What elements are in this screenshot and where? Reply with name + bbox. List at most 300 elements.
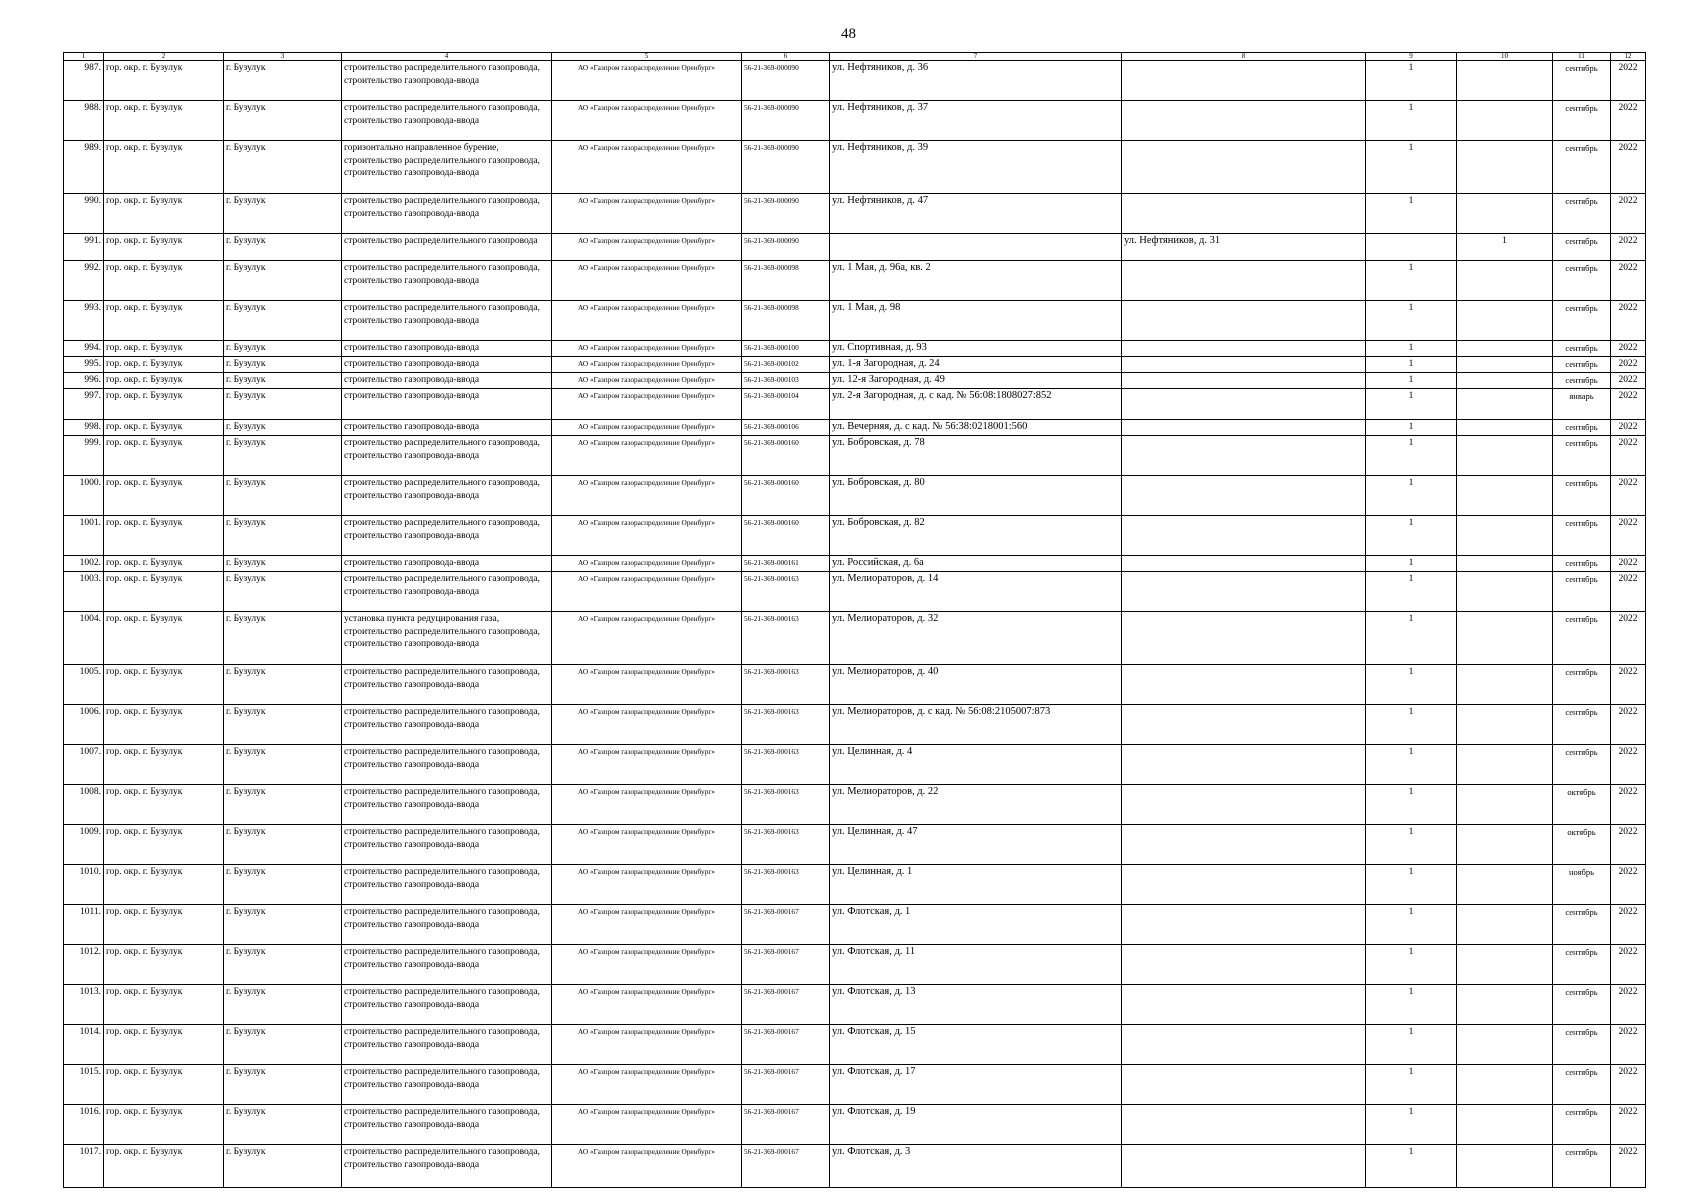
- address-alt-cell: [1122, 1145, 1366, 1188]
- program-code-cell: 56-21-369-000167: [742, 945, 830, 985]
- row-number: 988.: [64, 101, 104, 141]
- organization-cell: АО «Газпром газораспределение Оренбург»: [552, 1065, 742, 1105]
- year-cell: 2022: [1611, 1105, 1646, 1145]
- address-alt-cell: [1122, 556, 1366, 572]
- year-cell: 2022: [1611, 865, 1646, 905]
- address-cell: ул. Целинная, д. 1: [830, 865, 1122, 905]
- program-code-cell: 56-21-369-000167: [742, 1025, 830, 1065]
- month-cell: сентябрь: [1553, 985, 1611, 1025]
- organization-cell: АО «Газпром газораспределение Оренбург»: [552, 101, 742, 141]
- row-number: 1005.: [64, 665, 104, 705]
- table-row: [64, 101, 1646, 141]
- quantity-alt-cell: [1457, 1065, 1553, 1105]
- settlement-cell: г. Бузулук: [224, 572, 342, 612]
- month-cell: сентябрь: [1553, 357, 1611, 373]
- district-cell: гор. окр. г. Бузулук: [104, 141, 224, 194]
- quantity-cell: 1: [1366, 745, 1457, 785]
- work-type-cell: строительство распределительного газопровода, строительство газопровода-ввода: [342, 665, 552, 705]
- quantity-alt-cell: [1457, 420, 1553, 436]
- quantity-alt-cell: [1457, 341, 1553, 357]
- address-alt-cell: [1122, 301, 1366, 341]
- year-cell: 2022: [1611, 665, 1646, 705]
- organization-cell: АО «Газпром газораспределение Оренбург»: [552, 357, 742, 373]
- settlement-cell: г. Бузулук: [224, 665, 342, 705]
- quantity-cell: 1: [1366, 985, 1457, 1025]
- table-row: [64, 516, 1646, 556]
- quantity-alt-cell: [1457, 516, 1553, 556]
- program-code-cell: 56-21-369-000163: [742, 785, 830, 825]
- organization-cell: АО «Газпром газораспределение Оренбург»: [552, 865, 742, 905]
- settlement-cell: г. Бузулук: [224, 705, 342, 745]
- row-number: 1012.: [64, 945, 104, 985]
- settlement-cell: г. Бузулук: [224, 261, 342, 301]
- address-alt-cell: [1122, 1065, 1366, 1105]
- column-number-row: [64, 53, 1646, 61]
- organization-cell: АО «Газпром газораспределение Оренбург»: [552, 1145, 742, 1188]
- month-cell: сентябрь: [1553, 261, 1611, 301]
- quantity-alt-cell: [1457, 572, 1553, 612]
- column-number: 11: [1553, 53, 1611, 61]
- year-cell: 2022: [1611, 373, 1646, 389]
- settlement-cell: г. Бузулук: [224, 101, 342, 141]
- district-cell: гор. окр. г. Бузулук: [104, 1025, 224, 1065]
- month-cell: сентябрь: [1553, 612, 1611, 665]
- work-type-cell: строительство распределительного газопровода, строительство газопровода-ввода: [342, 476, 552, 516]
- month-cell: сентябрь: [1553, 341, 1611, 357]
- table-row: [64, 1065, 1646, 1105]
- year-cell: 2022: [1611, 476, 1646, 516]
- address-cell: ул. Спортивная, д. 93: [830, 341, 1122, 357]
- settlement-cell: г. Бузулук: [224, 825, 342, 865]
- program-code-cell: 56-21-369-000167: [742, 1145, 830, 1188]
- quantity-alt-cell: [1457, 825, 1553, 865]
- address-cell: ул. 1 Мая, д. 98: [830, 301, 1122, 341]
- organization-cell: АО «Газпром газораспределение Оренбург»: [552, 341, 742, 357]
- table-row: [64, 1025, 1646, 1065]
- program-code-cell: 56-21-369-000163: [742, 665, 830, 705]
- month-cell: сентябрь: [1553, 101, 1611, 141]
- work-type-cell: строительство распределительного газопровода, строительство газопровода-ввода: [342, 572, 552, 612]
- work-type-cell: строительство распределительного газопровода, строительство газопровода-ввода: [342, 1105, 552, 1145]
- settlement-cell: г. Бузулук: [224, 436, 342, 476]
- settlement-cell: г. Бузулук: [224, 420, 342, 436]
- quantity-alt-cell: [1457, 373, 1553, 389]
- row-number: 1009.: [64, 825, 104, 865]
- organization-cell: АО «Газпром газораспределение Оренбург»: [552, 389, 742, 420]
- quantity-alt-cell: [1457, 261, 1553, 301]
- month-cell: сентябрь: [1553, 1025, 1611, 1065]
- month-cell: сентябрь: [1553, 945, 1611, 985]
- address-cell: ул. Вечерняя, д. с кад. № 56:38:0218001:560: [830, 420, 1122, 436]
- table-row: [64, 1105, 1646, 1145]
- row-number: 1001.: [64, 516, 104, 556]
- address-cell: ул. Флотская, д. 1: [830, 905, 1122, 945]
- program-code-cell: 56-21-369-000163: [742, 705, 830, 745]
- program-code-cell: 56-21-369-000090: [742, 194, 830, 234]
- address-cell: ул. Флотская, д. 13: [830, 985, 1122, 1025]
- work-type-cell: горизонтально направленное бурение, строительство распределительного газопровода, строительство газопровода-ввода: [342, 141, 552, 194]
- work-type-cell: строительство распределительного газопровода, строительство газопровода-ввода: [342, 516, 552, 556]
- work-type-cell: строительство газопровода-ввода: [342, 420, 552, 436]
- district-cell: гор. окр. г. Бузулук: [104, 301, 224, 341]
- program-code-cell: 56-21-369-000098: [742, 261, 830, 301]
- row-number: 990.: [64, 194, 104, 234]
- address-cell: ул. Российская, д. 6а: [830, 556, 1122, 572]
- table-row: [64, 825, 1646, 865]
- quantity-cell: 1: [1366, 61, 1457, 101]
- program-code-cell: 56-21-369-000104: [742, 389, 830, 420]
- district-cell: гор. окр. г. Бузулук: [104, 341, 224, 357]
- organization-cell: АО «Газпром газораспределение Оренбург»: [552, 665, 742, 705]
- organization-cell: АО «Газпром газораспределение Оренбург»: [552, 373, 742, 389]
- quantity-alt-cell: [1457, 301, 1553, 341]
- quantity-cell: 1: [1366, 341, 1457, 357]
- table-row: [64, 61, 1646, 101]
- district-cell: гор. окр. г. Бузулук: [104, 373, 224, 389]
- quantity-cell: 1: [1366, 301, 1457, 341]
- program-code-cell: 56-21-369-000163: [742, 612, 830, 665]
- organization-cell: АО «Газпром газораспределение Оренбург»: [552, 516, 742, 556]
- table-row: [64, 612, 1646, 665]
- settlement-cell: г. Бузулук: [224, 612, 342, 665]
- quantity-alt-cell: [1457, 865, 1553, 905]
- address-cell: ул. Бобровская, д. 80: [830, 476, 1122, 516]
- quantity-alt-cell: [1457, 389, 1553, 420]
- quantity-alt-cell: [1457, 1145, 1553, 1188]
- address-cell: ул. Флотская, д. 15: [830, 1025, 1122, 1065]
- address-cell: ул. Нефтяников, д. 37: [830, 101, 1122, 141]
- settlement-cell: г. Бузулук: [224, 556, 342, 572]
- organization-cell: АО «Газпром газораспределение Оренбург»: [552, 825, 742, 865]
- district-cell: гор. окр. г. Бузулук: [104, 61, 224, 101]
- district-cell: гор. окр. г. Бузулук: [104, 1105, 224, 1145]
- quantity-alt-cell: [1457, 101, 1553, 141]
- year-cell: 2022: [1611, 420, 1646, 436]
- month-cell: сентябрь: [1553, 420, 1611, 436]
- work-type-cell: строительство распределительного газопровода, строительство газопровода-ввода: [342, 436, 552, 476]
- month-cell: сентябрь: [1553, 665, 1611, 705]
- quantity-cell: 1: [1366, 1025, 1457, 1065]
- quantity-alt-cell: [1457, 945, 1553, 985]
- organization-cell: АО «Газпром газораспределение Оренбург»: [552, 261, 742, 301]
- work-type-cell: строительство распределительного газопровода, строительство газопровода-ввода: [342, 905, 552, 945]
- year-cell: 2022: [1611, 436, 1646, 476]
- quantity-cell: 1: [1366, 101, 1457, 141]
- table-row: [64, 945, 1646, 985]
- district-cell: гор. окр. г. Бузулук: [104, 905, 224, 945]
- address-cell: ул. Флотская, д. 11: [830, 945, 1122, 985]
- work-type-cell: строительство газопровода-ввода: [342, 556, 552, 572]
- district-cell: гор. окр. г. Бузулук: [104, 612, 224, 665]
- row-number: 1011.: [64, 905, 104, 945]
- quantity-alt-cell: [1457, 556, 1553, 572]
- settlement-cell: г. Бузулук: [224, 234, 342, 261]
- quantity-cell: 1: [1366, 1065, 1457, 1105]
- table-row: [64, 261, 1646, 301]
- table-row: [64, 476, 1646, 516]
- work-type-cell: строительство распределительного газопровода, строительство газопровода-ввода: [342, 745, 552, 785]
- address-alt-cell: [1122, 141, 1366, 194]
- year-cell: 2022: [1611, 389, 1646, 420]
- address-alt-cell: [1122, 1025, 1366, 1065]
- address-cell: [830, 234, 1122, 261]
- quantity-cell: 1: [1366, 373, 1457, 389]
- address-cell: ул. Бобровская, д. 78: [830, 436, 1122, 476]
- organization-cell: АО «Газпром газораспределение Оренбург»: [552, 905, 742, 945]
- address-cell: ул. Мелиораторов, д. с кад. № 56:08:2105007:873: [830, 705, 1122, 745]
- settlement-cell: г. Бузулук: [224, 141, 342, 194]
- district-cell: гор. окр. г. Бузулук: [104, 357, 224, 373]
- district-cell: гор. окр. г. Бузулук: [104, 389, 224, 420]
- month-cell: сентябрь: [1553, 301, 1611, 341]
- column-number: 6: [742, 53, 830, 61]
- organization-cell: АО «Газпром газораспределение Оренбург»: [552, 1025, 742, 1065]
- quantity-cell: 1: [1366, 1145, 1457, 1188]
- table-row: [64, 373, 1646, 389]
- program-code-cell: 56-21-369-000100: [742, 341, 830, 357]
- year-cell: 2022: [1611, 516, 1646, 556]
- row-number: 995.: [64, 357, 104, 373]
- settlement-cell: г. Бузулук: [224, 1105, 342, 1145]
- settlement-cell: г. Бузулук: [224, 1145, 342, 1188]
- address-alt-cell: [1122, 261, 1366, 301]
- month-cell: сентябрь: [1553, 572, 1611, 612]
- address-cell: ул. 2-я Загородная, д. с кад. № 56:08:1808027:852: [830, 389, 1122, 420]
- address-cell: ул. Бобровская, д. 82: [830, 516, 1122, 556]
- settlement-cell: г. Бузулук: [224, 301, 342, 341]
- address-alt-cell: ул. Нефтяников, д. 31: [1122, 234, 1366, 261]
- quantity-cell: 1: [1366, 785, 1457, 825]
- year-cell: 2022: [1611, 745, 1646, 785]
- organization-cell: АО «Газпром газораспределение Оренбург»: [552, 436, 742, 476]
- program-code-cell: 56-21-369-000098: [742, 301, 830, 341]
- address-alt-cell: [1122, 945, 1366, 985]
- table-row: [64, 301, 1646, 341]
- month-cell: сентябрь: [1553, 61, 1611, 101]
- month-cell: сентябрь: [1553, 476, 1611, 516]
- month-cell: сентябрь: [1553, 234, 1611, 261]
- address-alt-cell: [1122, 905, 1366, 945]
- address-alt-cell: [1122, 341, 1366, 357]
- quantity-cell: 1: [1366, 572, 1457, 612]
- address-cell: ул. Флотская, д. 19: [830, 1105, 1122, 1145]
- table-row: [64, 985, 1646, 1025]
- row-number: 991.: [64, 234, 104, 261]
- year-cell: 2022: [1611, 705, 1646, 745]
- work-type-cell: строительство распределительного газопровода, строительство газопровода-ввода: [342, 1065, 552, 1105]
- year-cell: 2022: [1611, 261, 1646, 301]
- district-cell: гор. окр. г. Бузулук: [104, 516, 224, 556]
- program-code-cell: 56-21-369-000163: [742, 865, 830, 905]
- address-alt-cell: [1122, 665, 1366, 705]
- address-cell: ул. Мелиораторов, д. 40: [830, 665, 1122, 705]
- district-cell: гор. окр. г. Бузулук: [104, 865, 224, 905]
- month-cell: сентябрь: [1553, 516, 1611, 556]
- row-number: 1015.: [64, 1065, 104, 1105]
- organization-cell: АО «Газпром газораспределение Оренбург»: [552, 556, 742, 572]
- district-cell: гор. окр. г. Бузулук: [104, 945, 224, 985]
- work-type-cell: строительство газопровода-ввода: [342, 341, 552, 357]
- organization-cell: АО «Газпром газораспределение Оренбург»: [552, 1105, 742, 1145]
- row-number: 996.: [64, 373, 104, 389]
- address-alt-cell: [1122, 476, 1366, 516]
- year-cell: 2022: [1611, 194, 1646, 234]
- address-cell: ул. Мелиораторов, д. 22: [830, 785, 1122, 825]
- work-type-cell: строительство распределительного газопровода, строительство газопровода-ввода: [342, 1145, 552, 1188]
- row-number: 1008.: [64, 785, 104, 825]
- program-code-cell: 56-21-369-000167: [742, 985, 830, 1025]
- table-row: [64, 357, 1646, 373]
- work-type-cell: строительство распределительного газопровода, строительство газопровода-ввода: [342, 261, 552, 301]
- quantity-alt-cell: [1457, 61, 1553, 101]
- quantity-alt-cell: [1457, 745, 1553, 785]
- work-type-cell: строительство распределительного газопровода, строительство газопровода-ввода: [342, 945, 552, 985]
- district-cell: гор. окр. г. Бузулук: [104, 1065, 224, 1105]
- address-cell: ул. Флотская, д. 17: [830, 1065, 1122, 1105]
- quantity-cell: 1: [1366, 389, 1457, 420]
- organization-cell: АО «Газпром газораспределение Оренбург»: [552, 785, 742, 825]
- work-type-cell: строительство распределительного газопровода, строительство газопровода-ввода: [342, 785, 552, 825]
- district-cell: гор. окр. г. Бузулук: [104, 420, 224, 436]
- table-body: [64, 53, 1646, 1188]
- work-type-cell: строительство распределительного газопровода, строительство газопровода-ввода: [342, 61, 552, 101]
- year-cell: 2022: [1611, 1145, 1646, 1188]
- year-cell: 2022: [1611, 341, 1646, 357]
- settlement-cell: г. Бузулук: [224, 785, 342, 825]
- work-type-cell: строительство газопровода-ввода: [342, 373, 552, 389]
- address-alt-cell: [1122, 1105, 1366, 1145]
- month-cell: сентябрь: [1553, 141, 1611, 194]
- year-cell: 2022: [1611, 785, 1646, 825]
- settlement-cell: г. Бузулук: [224, 1025, 342, 1065]
- column-number: 8: [1122, 53, 1366, 61]
- settlement-cell: г. Бузулук: [224, 516, 342, 556]
- year-cell: 2022: [1611, 101, 1646, 141]
- quantity-cell: 1: [1366, 436, 1457, 476]
- district-cell: гор. окр. г. Бузулук: [104, 745, 224, 785]
- quantity-alt-cell: [1457, 1025, 1553, 1065]
- work-type-cell: строительство газопровода-ввода: [342, 389, 552, 420]
- program-code-cell: 56-21-369-000160: [742, 516, 830, 556]
- table-row: [64, 341, 1646, 357]
- quantity-cell: 1: [1366, 194, 1457, 234]
- quantity-cell: 1: [1366, 357, 1457, 373]
- row-number: 989.: [64, 141, 104, 194]
- settlement-cell: г. Бузулук: [224, 389, 342, 420]
- address-alt-cell: [1122, 612, 1366, 665]
- address-alt-cell: [1122, 516, 1366, 556]
- address-cell: ул. Целинная, д. 47: [830, 825, 1122, 865]
- row-number: 1006.: [64, 705, 104, 745]
- gasification-table: [63, 52, 1646, 1188]
- column-number: 3: [224, 53, 342, 61]
- year-cell: 2022: [1611, 357, 1646, 373]
- table-row: [64, 705, 1646, 745]
- district-cell: гор. окр. г. Бузулук: [104, 985, 224, 1025]
- table-row: [64, 389, 1646, 420]
- quantity-cell: 1: [1366, 141, 1457, 194]
- year-cell: 2022: [1611, 825, 1646, 865]
- address-alt-cell: [1122, 101, 1366, 141]
- quantity-cell: 1: [1366, 905, 1457, 945]
- organization-cell: АО «Газпром газораспределение Оренбург»: [552, 705, 742, 745]
- organization-cell: АО «Газпром газораспределение Оренбург»: [552, 985, 742, 1025]
- organization-cell: АО «Газпром газораспределение Оренбург»: [552, 194, 742, 234]
- settlement-cell: г. Бузулук: [224, 357, 342, 373]
- address-cell: ул. Мелиораторов, д. 14: [830, 572, 1122, 612]
- year-cell: 2022: [1611, 985, 1646, 1025]
- table-row: [64, 436, 1646, 476]
- settlement-cell: г. Бузулук: [224, 945, 342, 985]
- organization-cell: АО «Газпром газораспределение Оренбург»: [552, 301, 742, 341]
- row-number: 1014.: [64, 1025, 104, 1065]
- year-cell: 2022: [1611, 141, 1646, 194]
- settlement-cell: г. Бузулук: [224, 194, 342, 234]
- settlement-cell: г. Бузулук: [224, 865, 342, 905]
- quantity-cell: 1: [1366, 705, 1457, 745]
- address-cell: ул. Нефтяников, д. 47: [830, 194, 1122, 234]
- address-alt-cell: [1122, 825, 1366, 865]
- program-code-cell: 56-21-369-000163: [742, 572, 830, 612]
- address-alt-cell: [1122, 785, 1366, 825]
- program-code-cell: 56-21-369-000160: [742, 476, 830, 516]
- table-row: [64, 1145, 1646, 1188]
- district-cell: гор. окр. г. Бузулук: [104, 665, 224, 705]
- district-cell: гор. окр. г. Бузулук: [104, 101, 224, 141]
- table-row: [64, 234, 1646, 261]
- row-number: 987.: [64, 61, 104, 101]
- row-number: 1003.: [64, 572, 104, 612]
- address-alt-cell: [1122, 373, 1366, 389]
- settlement-cell: г. Бузулук: [224, 61, 342, 101]
- month-cell: сентябрь: [1553, 705, 1611, 745]
- district-cell: гор. окр. г. Бузулук: [104, 825, 224, 865]
- address-alt-cell: [1122, 745, 1366, 785]
- quantity-cell: 1: [1366, 665, 1457, 705]
- district-cell: гор. окр. г. Бузулук: [104, 261, 224, 301]
- program-code-cell: 56-21-369-000103: [742, 373, 830, 389]
- table-row: [64, 572, 1646, 612]
- organization-cell: АО «Газпром газораспределение Оренбург»: [552, 945, 742, 985]
- quantity-alt-cell: [1457, 1105, 1553, 1145]
- row-number: 1007.: [64, 745, 104, 785]
- work-type-cell: строительство распределительного газопровода, строительство газопровода-ввода: [342, 705, 552, 745]
- organization-cell: АО «Газпром газораспределение Оренбург»: [552, 572, 742, 612]
- quantity-alt-cell: [1457, 357, 1553, 373]
- work-type-cell: строительство распределительного газопровода, строительство газопровода-ввода: [342, 301, 552, 341]
- month-cell: январь: [1553, 389, 1611, 420]
- year-cell: 2022: [1611, 61, 1646, 101]
- address-cell: ул. Целинная, д. 4: [830, 745, 1122, 785]
- quantity-alt-cell: [1457, 194, 1553, 234]
- district-cell: гор. окр. г. Бузулук: [104, 234, 224, 261]
- quantity-alt-cell: [1457, 985, 1553, 1025]
- year-cell: 2022: [1611, 612, 1646, 665]
- work-type-cell: строительство распределительного газопровода, строительство газопровода-ввода: [342, 1025, 552, 1065]
- address-alt-cell: [1122, 705, 1366, 745]
- organization-cell: АО «Газпром газораспределение Оренбург»: [552, 476, 742, 516]
- work-type-cell: установка пункта редуцирования газа, строительство распределительного газопровода, строительство газопровода-ввода: [342, 612, 552, 665]
- organization-cell: АО «Газпром газораспределение Оренбург»: [552, 420, 742, 436]
- district-cell: гор. окр. г. Бузулук: [104, 194, 224, 234]
- program-code-cell: 56-21-369-000090: [742, 101, 830, 141]
- organization-cell: АО «Газпром газораспределение Оренбург»: [552, 745, 742, 785]
- quantity-cell: 1: [1366, 1105, 1457, 1145]
- row-number: 1016.: [64, 1105, 104, 1145]
- row-number: 1000.: [64, 476, 104, 516]
- address-alt-cell: [1122, 572, 1366, 612]
- row-number: 994.: [64, 341, 104, 357]
